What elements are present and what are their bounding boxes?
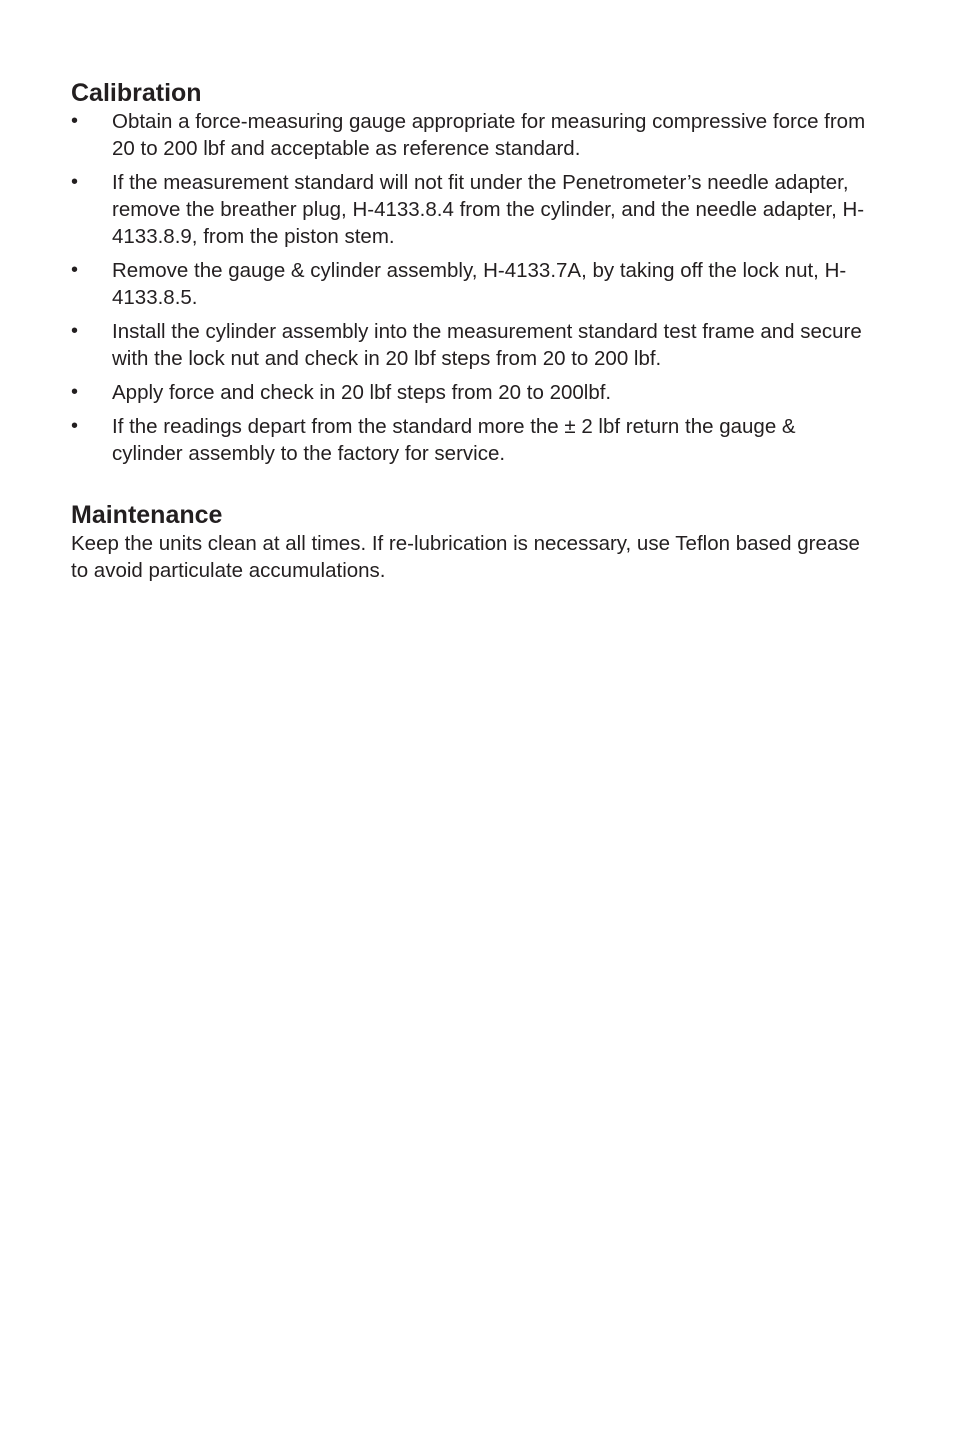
maintenance-heading: Maintenance [71,501,223,529]
list-item-text: If the measurement standard will not fit under the Penetrometer’s needle adapter, remove the breather plug, H-4133.8.4 from the cylinder, and the needle adapter, H-4133.8.9, from the piston stem. [112,171,865,248]
list-item-text: Obtain a force-measuring gauge appropriate for measuring compressive force from 20 to 200 lbf and acceptable as reference standard. [112,110,866,160]
maintenance-text: Keep the units clean at all times. If re-lubrication is necessary, use Teflon based grease to avoid particulate accumulations. [71,532,860,582]
bullet-icon: • [71,171,79,193]
list-item-text: If the readings depart from the standard more the ± 2 lbf return the gauge & cylinder assembly to the factory for service. [112,415,796,465]
calibration-heading: Calibration [71,79,202,107]
bullet-icon: • [71,381,79,403]
list-item [71,257,871,311]
list-item [71,318,871,372]
bullet-icon: • [71,415,79,437]
list-item-text: Apply force and check in 20 lbf steps from 20 to 200lbf. [112,381,612,404]
list-item-text: Remove the gauge & cylinder assembly, H-4133.7A, by taking off the lock nut, H-4133.8.5. [112,259,847,309]
bullet-icon: • [71,320,79,342]
list-item [71,169,871,250]
bullet-icon: • [71,259,79,281]
list-item [71,379,871,406]
list-item [71,108,871,162]
calibration-section [71,78,871,467]
bullet-icon: • [71,110,79,132]
maintenance-section [71,500,871,584]
calibration-list [71,108,871,467]
list-item-text: Install the cylinder assembly into the measurement standard test frame and secure with the lock nut and check in 20 lbf steps from 20 to 200 lbf. [112,320,862,370]
section-spacer [71,474,871,500]
list-item [71,413,871,467]
document-page [71,78,871,584]
